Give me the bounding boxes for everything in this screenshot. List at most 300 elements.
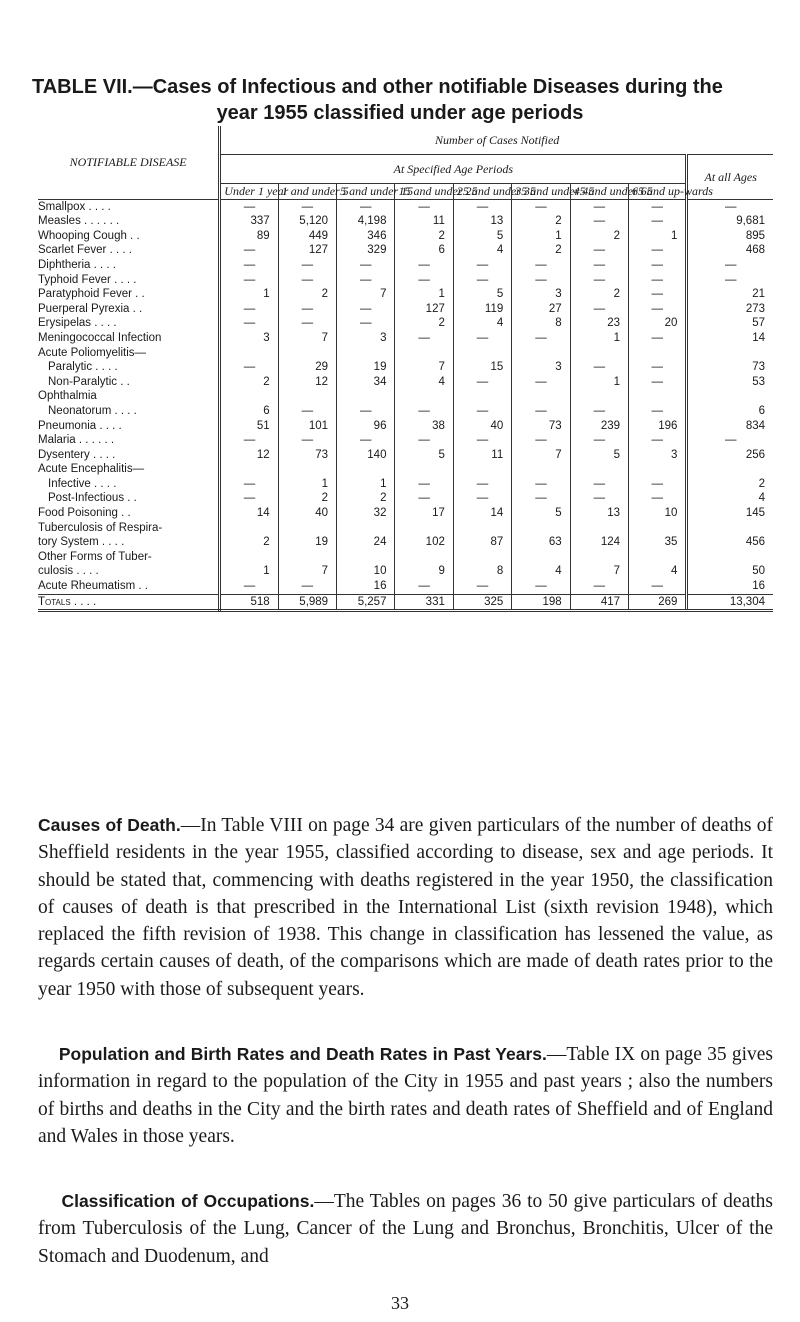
disease-name: Dysentery . . . . <box>38 448 220 463</box>
table-row <box>38 491 773 506</box>
cell-age-7: — <box>629 360 687 375</box>
table-row <box>38 419 773 434</box>
cell-age-7: 20 <box>629 316 687 331</box>
cell-age-2: 1 <box>337 477 395 492</box>
cell-age-2 <box>337 389 395 404</box>
cell-age-2 <box>337 346 395 361</box>
cell-age-3: — <box>395 477 453 492</box>
cell-all-ages: — <box>687 273 773 288</box>
cell-age-7: — <box>629 302 687 317</box>
age-header-6: 45 and under 65 <box>570 184 628 200</box>
disease-name: Meningococcal Infection <box>38 331 220 346</box>
cell-age-4: — <box>453 491 511 506</box>
table-row <box>38 316 773 331</box>
cell-all-ages: 4 <box>687 491 773 506</box>
paragraph-heading: Causes of Death. <box>38 815 181 835</box>
cell-age-2: 19 <box>337 360 395 375</box>
cell-age-1: — <box>278 302 336 317</box>
cell-all-ages <box>687 346 773 361</box>
age-header-4: 25 and under 35 <box>453 184 511 200</box>
disease-name: Post-Infectious . . <box>38 491 220 506</box>
cell-age-5: 3 <box>512 287 570 302</box>
cell-age-0: 6 <box>263 404 270 417</box>
cell-age-6: — <box>570 579 628 594</box>
disease-name: Typhoid Fever . . . . <box>38 273 220 288</box>
cell-all-ages: 834 <box>687 419 773 434</box>
cell-age-4 <box>453 462 511 477</box>
cell-age-0: — <box>243 477 256 490</box>
table-row <box>38 360 773 375</box>
cell-age-7 <box>629 550 687 565</box>
cell-age-3 <box>395 389 453 404</box>
cell-age-2: 10 <box>337 564 395 579</box>
cell-age-1: — <box>278 579 336 594</box>
cell-age-1: 127 <box>278 243 336 258</box>
cell-age-4 <box>453 550 511 565</box>
cell-age-2: 32 <box>337 506 395 521</box>
cell-age-1 <box>278 346 336 361</box>
cell-age-0: 518 <box>220 594 278 611</box>
cell-age-5 <box>512 550 570 565</box>
cell-age-5: 7 <box>512 448 570 463</box>
cell-age-0: — <box>243 434 256 447</box>
cell-age-2: 16 <box>337 579 395 594</box>
cell-all-ages: 9,681 <box>687 214 773 229</box>
table-row <box>38 550 773 565</box>
table-body <box>38 199 773 611</box>
age-header-0: Under 1 year <box>220 184 278 200</box>
cell-age-0: — <box>243 492 256 505</box>
cell-age-6: 239 <box>570 419 628 434</box>
cell-age-4 <box>453 521 511 536</box>
cell-age-7 <box>629 389 687 404</box>
cell-age-6: — <box>570 404 628 419</box>
cell-age-3: 17 <box>395 506 453 521</box>
disease-name: Acute Poliomyelitis— <box>38 346 220 361</box>
age-header-2: 5 and under 15 <box>337 184 395 200</box>
cell-age-3: 127 <box>395 302 453 317</box>
cell-age-5: — <box>512 273 570 288</box>
cell-age-3: — <box>395 199 453 214</box>
cell-age-7 <box>629 462 687 477</box>
cell-age-7 <box>629 346 687 361</box>
cell-age-6 <box>570 346 628 361</box>
cell-all-ages: — <box>687 199 773 214</box>
disease-name: Puerperal Pyrexia . . <box>38 302 220 317</box>
cell-age-2: — <box>337 302 395 317</box>
table-row <box>38 287 773 302</box>
table-row <box>38 404 773 419</box>
cell-age-6 <box>570 462 628 477</box>
cell-age-4: 4 <box>453 243 511 258</box>
cell-age-0 <box>220 389 278 404</box>
cell-age-6 <box>570 389 628 404</box>
cell-age-4: 5 <box>453 287 511 302</box>
cell-all-ages: 57 <box>687 316 773 331</box>
cell-age-5: 4 <box>512 564 570 579</box>
cell-age-1: — <box>278 433 336 448</box>
disease-name: Tuberculosis of Respira- <box>38 521 220 536</box>
cell-age-4: — <box>453 433 511 448</box>
paragraph-causes-of-death <box>38 812 773 1003</box>
cell-age-5: — <box>512 491 570 506</box>
cell-age-2: — <box>337 433 395 448</box>
cell-age-2: 3 <box>337 331 395 346</box>
disease-name: Measles . . . . . . <box>38 214 220 229</box>
disease-name: Food Poisoning . . <box>38 506 220 521</box>
cell-age-3 <box>395 346 453 361</box>
cell-age-6: 1 <box>570 331 628 346</box>
cell-age-3: 9 <box>395 564 453 579</box>
disease-name: Neonatorum . . . . <box>38 404 220 419</box>
cell-age-5 <box>512 389 570 404</box>
paragraph-text: —The Tables on pages 36 to 50 give particulars of deaths from Tuberculosis of the Lung, Cancer of the Lung and Bronchus, Bronchitis, Ulcer of the Stomach and Duodenum, and <box>38 1191 773 1267</box>
page-number: 33 <box>391 1293 409 1313</box>
table-title-line-1: TABLE VII.—Cases of Infectious and other notifiable Diseases during the <box>32 76 723 98</box>
cell-age-4: 4 <box>453 316 511 331</box>
cell-age-3: — <box>395 433 453 448</box>
cell-age-1 <box>278 550 336 565</box>
table-row <box>38 521 773 536</box>
cell-age-7: — <box>629 433 687 448</box>
cell-all-ages: 16 <box>687 579 773 594</box>
cell-age-5: 1 <box>512 229 570 244</box>
cell-age-7: — <box>629 375 687 390</box>
cell-age-2: — <box>337 316 395 331</box>
cell-age-7: 35 <box>629 535 687 550</box>
disease-name: Smallpox . . . . <box>38 199 220 214</box>
table-row <box>38 448 773 463</box>
cell-all-ages: — <box>687 433 773 448</box>
cell-all-ages: 273 <box>687 302 773 317</box>
paragraph-text: —Table IX on page 35 gives information in regard to the population of the City in 1955 and past years ; also the numbers of births and deaths in the City and the birth rates and death rates of Sheffield and of England and Wales in those years. <box>38 1044 774 1147</box>
cell-age-3: 331 <box>395 594 453 611</box>
cell-all-ages: 2 <box>687 477 773 492</box>
cell-age-6: 2 <box>570 229 628 244</box>
cell-all-ages: 256 <box>687 448 773 463</box>
cell-all-ages: 14 <box>687 331 773 346</box>
cell-all-ages: 13,304 <box>687 594 773 611</box>
paragraph-occupations <box>38 1188 773 1270</box>
cell-age-5: 27 <box>512 302 570 317</box>
cell-age-0: 2 <box>263 375 270 388</box>
cell-age-0 <box>220 346 278 361</box>
cell-age-1: 19 <box>278 535 336 550</box>
disease-name: Paralytic . . . . <box>38 360 220 375</box>
cell-age-4: — <box>453 273 511 288</box>
disease-name: Acute Encephalitis— <box>38 462 220 477</box>
cell-age-4: — <box>453 331 511 346</box>
cell-age-4: 40 <box>453 419 511 434</box>
cell-age-2: — <box>337 404 395 419</box>
table-row <box>38 258 773 273</box>
cell-age-4: 14 <box>453 506 511 521</box>
table-row <box>38 229 773 244</box>
cell-age-2: — <box>337 199 395 214</box>
cell-age-6: — <box>570 273 628 288</box>
cell-age-7: — <box>629 258 687 273</box>
cell-age-2: 329 <box>337 243 395 258</box>
cell-age-6: 13 <box>570 506 628 521</box>
cell-age-0: 89 <box>256 229 270 242</box>
cell-age-3 <box>395 550 453 565</box>
cell-age-2: 34 <box>337 375 395 390</box>
cell-all-ages: 6 <box>687 404 773 419</box>
table-row <box>38 302 773 317</box>
cell-age-7: — <box>629 214 687 229</box>
cell-age-7: — <box>629 243 687 258</box>
cell-all-ages: 50 <box>687 564 773 579</box>
table-row <box>38 579 773 594</box>
cell-age-5: — <box>512 477 570 492</box>
age-periods-header: At Specified Age Periods <box>220 155 687 184</box>
cell-age-1: 7 <box>278 331 336 346</box>
cell-age-3 <box>395 521 453 536</box>
cell-age-7: 3 <box>629 448 687 463</box>
cell-age-3: 38 <box>395 419 453 434</box>
cell-age-5: 8 <box>512 316 570 331</box>
cell-age-6: — <box>570 302 628 317</box>
cell-age-3: 4 <box>395 375 453 390</box>
cell-all-ages <box>687 462 773 477</box>
cell-age-5: 2 <box>512 214 570 229</box>
cell-age-7: — <box>629 491 687 506</box>
cell-age-1: 5,989 <box>278 594 336 611</box>
disease-name: Erysipelas . . . . <box>38 316 220 331</box>
cell-age-7: — <box>629 287 687 302</box>
cell-age-1: 5,120 <box>278 214 336 229</box>
cell-age-2: 7 <box>337 287 395 302</box>
cell-age-0: — <box>243 361 256 374</box>
cell-age-2: 96 <box>337 419 395 434</box>
cell-age-7: — <box>629 273 687 288</box>
cell-age-0: 2 <box>263 536 270 549</box>
totals-label: Totals . . . . <box>38 594 220 611</box>
cell-age-0 <box>220 521 278 536</box>
cell-all-ages <box>687 389 773 404</box>
age-header-1: 1 and under 5 <box>278 184 336 200</box>
cell-all-ages: 456 <box>687 535 773 550</box>
cell-age-2: 140 <box>337 448 395 463</box>
cell-age-5: 2 <box>512 243 570 258</box>
cell-age-0: 1 <box>263 288 270 301</box>
cell-age-7: — <box>629 404 687 419</box>
all-ages-header: At all Ages <box>687 155 773 200</box>
cell-age-6: 124 <box>570 535 628 550</box>
cell-age-3: 7 <box>395 360 453 375</box>
cell-age-2: — <box>337 258 395 273</box>
cell-age-4: 119 <box>453 302 511 317</box>
cell-age-3: 5 <box>395 448 453 463</box>
cell-age-0: 1 <box>263 565 270 578</box>
cell-age-1: 29 <box>278 360 336 375</box>
cell-age-1: 2 <box>278 491 336 506</box>
disease-name: culosis . . . . <box>38 564 220 579</box>
cell-age-1: — <box>278 404 336 419</box>
cell-age-3: 6 <box>395 243 453 258</box>
cell-age-5: — <box>512 199 570 214</box>
cell-age-0 <box>220 462 278 477</box>
cell-age-3: — <box>395 491 453 506</box>
cell-age-0: 14 <box>256 507 270 520</box>
cell-age-2 <box>337 550 395 565</box>
cell-age-1: 12 <box>278 375 336 390</box>
cell-age-3: — <box>395 258 453 273</box>
table-row <box>38 506 773 521</box>
cell-age-0: 3 <box>263 331 270 344</box>
cell-age-4: — <box>453 477 511 492</box>
cell-age-3: 102 <box>395 535 453 550</box>
cell-age-7: 269 <box>629 594 687 611</box>
cell-age-7: 1 <box>629 229 687 244</box>
cell-age-1: 2 <box>278 287 336 302</box>
cell-age-2: 24 <box>337 535 395 550</box>
cell-age-6: — <box>570 199 628 214</box>
paragraph-heading: Population and Birth Rates and Death Rates in Past Years. <box>58 1044 547 1064</box>
cell-age-0: — <box>243 317 256 330</box>
cell-age-7: 10 <box>629 506 687 521</box>
table-row <box>38 243 773 258</box>
table-row <box>38 331 773 346</box>
cell-age-2 <box>337 462 395 477</box>
cell-age-3: 2 <box>395 316 453 331</box>
cell-age-2: 5,257 <box>337 594 395 611</box>
cell-age-3: — <box>395 331 453 346</box>
disease-name: Infective . . . . <box>38 477 220 492</box>
cell-all-ages <box>687 521 773 536</box>
cell-age-1: — <box>278 199 336 214</box>
cell-age-1: — <box>278 273 336 288</box>
cell-age-6: 5 <box>570 448 628 463</box>
cell-age-4: 11 <box>453 448 511 463</box>
cell-age-3: — <box>395 579 453 594</box>
table-row <box>38 375 773 390</box>
cell-age-4 <box>453 389 511 404</box>
cell-age-0: 51 <box>256 419 270 432</box>
cell-age-4: — <box>453 579 511 594</box>
cell-age-7: 4 <box>629 564 687 579</box>
cell-age-0: 12 <box>256 448 270 461</box>
cell-age-0: — <box>243 580 256 593</box>
cell-age-0: — <box>243 258 256 271</box>
cell-age-7 <box>629 521 687 536</box>
cell-age-1: 40 <box>278 506 336 521</box>
cell-age-4: 325 <box>453 594 511 611</box>
cell-age-7: — <box>629 199 687 214</box>
cell-age-5: — <box>512 579 570 594</box>
table-row <box>38 535 773 550</box>
cell-age-1: — <box>278 316 336 331</box>
cell-age-6: — <box>570 491 628 506</box>
cell-age-0: — <box>243 273 256 286</box>
cell-age-6: — <box>570 477 628 492</box>
cell-age-5: — <box>512 375 570 390</box>
cell-age-6: — <box>570 243 628 258</box>
cell-age-6: 7 <box>570 564 628 579</box>
cell-age-0: — <box>243 244 256 257</box>
cell-age-6: — <box>570 214 628 229</box>
totals-row <box>38 594 773 611</box>
cell-age-5: — <box>512 258 570 273</box>
cell-age-4: — <box>453 199 511 214</box>
cell-age-3: 11 <box>395 214 453 229</box>
cell-age-1 <box>278 462 336 477</box>
cell-age-1: 449 <box>278 229 336 244</box>
cell-age-4: 8 <box>453 564 511 579</box>
disease-name: Pneumonia . . . . <box>38 419 220 434</box>
cell-all-ages: 73 <box>687 360 773 375</box>
table-row <box>38 214 773 229</box>
cell-age-1: 1 <box>278 477 336 492</box>
cell-age-3: 2 <box>395 229 453 244</box>
cell-age-5: — <box>512 331 570 346</box>
table-row <box>38 199 773 214</box>
cell-age-2: 2 <box>337 491 395 506</box>
cell-age-4: — <box>453 258 511 273</box>
cell-age-4 <box>453 346 511 361</box>
cell-all-ages: — <box>687 258 773 273</box>
cell-age-5: 73 <box>512 419 570 434</box>
cell-age-4: 13 <box>453 214 511 229</box>
cell-age-6 <box>570 521 628 536</box>
cell-age-5: 5 <box>512 506 570 521</box>
cell-age-1: 7 <box>278 564 336 579</box>
paragraph-heading: Classification of Occupations. <box>61 1191 315 1211</box>
cell-age-2: — <box>337 273 395 288</box>
cell-age-4: — <box>453 375 511 390</box>
cell-age-4: 15 <box>453 360 511 375</box>
table-row <box>38 389 773 404</box>
paragraph-text: —In Table VIII on page 34 are given particulars of the number of deaths of Sheffield residents in the year 1955, classified according to disease, sex and age periods. It should be stated that, commencing with deaths registered in the year 1950, the classification of causes of death is that prescribed in the International List (sixth revision 1948), which replaced the fifth revision of 1938. This change in classification has lessened the value, as regards certain causes of death, of the comparisons which are made of death rates prior to the year 1950 with those of subsequent years. <box>38 815 773 1000</box>
cell-all-ages: 895 <box>687 229 773 244</box>
disease-name: Whooping Cough . . <box>38 229 220 244</box>
cell-age-6: 417 <box>570 594 628 611</box>
cell-age-5 <box>512 521 570 536</box>
cell-age-5 <box>512 462 570 477</box>
cell-age-6: — <box>570 433 628 448</box>
cell-age-5: 198 <box>512 594 570 611</box>
cell-all-ages: 53 <box>687 375 773 390</box>
disease-name: Malaria . . . . . . <box>38 433 220 448</box>
disease-name: Scarlet Fever . . . . <box>38 243 220 258</box>
age-header-7: 65 and up-wards <box>629 184 687 200</box>
paragraph-population <box>38 1041 773 1150</box>
table-row <box>38 477 773 492</box>
cell-age-6: 23 <box>570 316 628 331</box>
cell-age-6: 2 <box>570 287 628 302</box>
cell-age-5: 63 <box>512 535 570 550</box>
cell-age-5 <box>512 346 570 361</box>
disease-name: Other Forms of Tuber- <box>38 550 220 565</box>
table-row <box>38 564 773 579</box>
cell-age-4: 87 <box>453 535 511 550</box>
disease-name: Paratyphoid Fever . . <box>38 287 220 302</box>
cell-age-3: — <box>395 273 453 288</box>
cell-age-3: — <box>395 404 453 419</box>
age-header-5: 35 and under 45 <box>512 184 570 200</box>
cell-all-ages: 145 <box>687 506 773 521</box>
disease-name: Acute Rheumatism . . <box>38 579 220 594</box>
cell-age-6: 1 <box>570 375 628 390</box>
cell-age-6: — <box>570 258 628 273</box>
cell-age-7: 196 <box>629 419 687 434</box>
cell-age-5: 3 <box>512 360 570 375</box>
number-notified-header: Number of Cases Notified <box>220 126 773 155</box>
table-row <box>38 462 773 477</box>
cell-age-1: 101 <box>278 419 336 434</box>
cell-age-6 <box>570 550 628 565</box>
cell-age-0 <box>220 550 278 565</box>
